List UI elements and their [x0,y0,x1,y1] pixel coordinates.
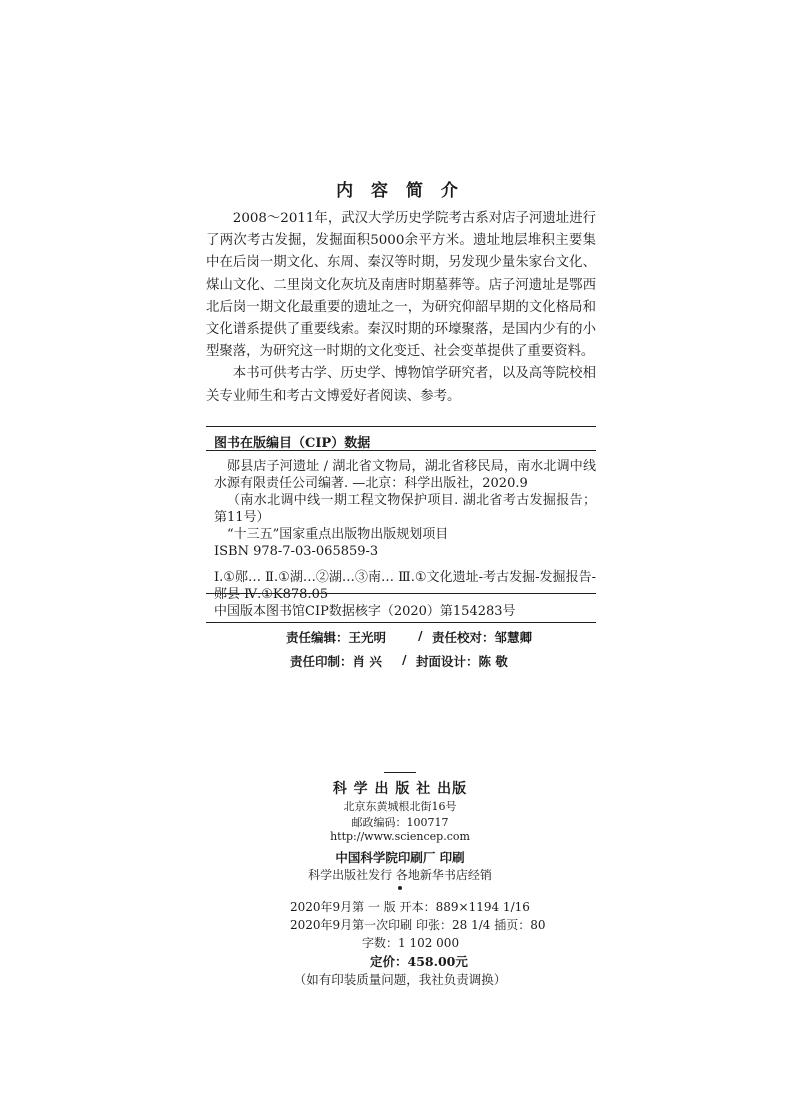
cip-record [214,458,596,603]
cip-isbn: ISBN 978-7-03-065859-3 [214,544,379,559]
cover-designer: 封面设计：陈 敬 [416,654,508,669]
printer-line: 中国科学院印刷厂 印刷 [335,850,465,865]
proofreader: 责任校对：邹慧卿 [432,630,533,645]
printing-line: 2020年9月第一次印刷 印张：28 1/4 插页：80 [290,918,546,932]
publisher-separator [384,772,416,773]
word-count: 字数：1 102 000 [362,936,460,950]
cip-classification: Ⅰ.①郧… Ⅱ.①湖…②湖…③南… Ⅲ.①文化遗址-考古发掘-发掘报告-郧县 Ⅳ.①K878.05 [214,570,596,602]
cip-bottom-rule [206,622,596,623]
price: 定价：458.00元 [370,954,468,969]
publisher-postcode: 邮政编码：100717 [351,816,449,829]
summary-text [206,208,596,408]
credit-separator: / [418,628,423,643]
summary-title: 内 容 简 介 [336,181,464,201]
print-supervisor: 责任印制：肖 兴 [290,654,382,669]
summary-paragraph: 本书可供考古学、历史学、博物馆学研究者，以及高等院校相关专业师生和考古文博爱好者阅读、参考。 [206,366,596,404]
summary-paragraph: 2008～2011年，武汉大学历史学院考古系对店子河遗址进行了两次考古发掘，发掘面积5000余平方米。遗址地层堆积主要集中在后岗一期文化、东周、秦汉等时期，另发现少量朱家台文化、煤山文化、二里岗文化灰坑及南唐时期墓葬等。店子河遗址是鄂西北后岗一期文化最重要的遗址之一，为研究仰韶早期的文化格局和文化谱系提供了重要线索。秦汉时期的环壕聚落，是国内少有的小型聚落，为研究这一时期的文化变迁、社会变革提供了重要资料。 [206,211,596,360]
cip-number: 中国版本图书馆CIP数据核字（2020）第154283号 [214,604,516,619]
cip-heading-rule [206,450,596,451]
divider-dot [398,886,402,890]
cip-top-rule [206,426,596,427]
edition-line: 2020年9月第 一 版 开本：889×1194 1/16 [290,900,530,914]
cip-title-line: 郧县店子河遗址 / 湖北省文物局，湖北省移民局，南水北调中线水源有限责任公司编著. —北京：科学出版社，2020.9 [214,459,596,491]
publisher-url: http://www.sciencep.com [330,830,470,843]
cip-heading: 图书在版编目（CIP）数据 [214,436,371,451]
cip-mid-rule [206,593,596,594]
cip-series-line: （南水北调中线一期工程文物保护项目. 湖北省考古发掘报告；第11号） [214,493,596,525]
credit-separator: / [402,652,407,667]
distribution-line: 科学出版社发行 各地新华书店经销 [308,868,492,882]
cip-project-line: “十三五”国家重点出版物出版规划项目 [227,527,449,542]
chief-editor: 责任编辑：王光明 [286,630,387,645]
publisher-name: 科 学 出 版 社 出版 [332,781,468,797]
quality-notice: （如有印装质量问题，我社负责调换） [293,972,507,987]
publisher-address: 北京东黄城根北街16号 [343,800,457,813]
